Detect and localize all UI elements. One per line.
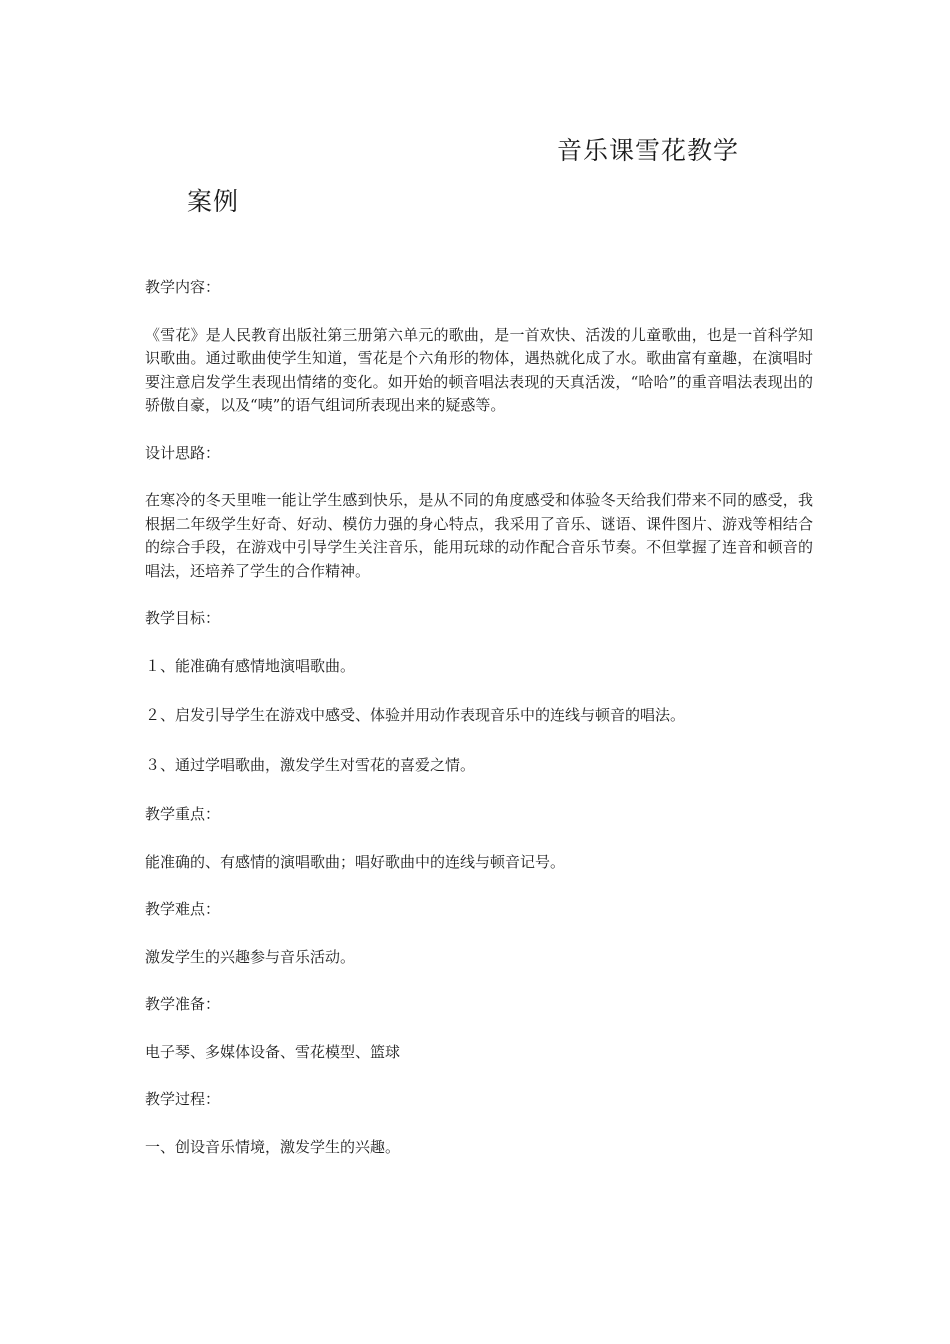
paragraph-content: 《雪花》是人民教育出版社第三册第六单元的歌曲，是一首欢快、活泼的儿童歌曲，也是一首科学知识歌曲。通过歌曲使学生知道，雪花是个六角形的物体，遇热就化成了水。歌曲富有童趣，在演唱时要注意启发学生表现出情绪的变化。如开始的顿音唱法表现的天真活泼，“哈哈”的重音唱法表现出的骄傲自豪，以及“咦”的语气组词所表现出来的疑惑等。 xyxy=(145,325,813,414)
document-title-continued: 案例 xyxy=(187,187,240,216)
section-heading-process: 教学过程： xyxy=(145,1090,221,1108)
goal-item-1: １、能准确有感情地演唱歌曲。 xyxy=(145,656,356,675)
document-body xyxy=(145,276,813,1183)
section-heading-goals: 教学目标： xyxy=(145,609,221,627)
goal-item-2: ２、启发引导学生在游戏中感受、体验并用动作表现音乐中的连线与顿音的唱法。 xyxy=(145,706,686,724)
document-title: 音乐课雪花教学 xyxy=(557,136,740,165)
section-heading-difficulty: 教学难点： xyxy=(145,900,221,918)
paragraph-difficulty: 激发学生的兴趣参与音乐活动。 xyxy=(145,947,356,966)
paragraph-key-points: 能准确的、有感情的演唱歌曲；唱好歌曲中的连线与顿音记号。 xyxy=(145,852,566,871)
paragraph-preparation: 电子琴、多媒体设备、雪花模型、篮球 xyxy=(145,1042,401,1061)
paragraph-design: 在寒冷的冬天里唯一能让学生感到快乐，是从不同的角度感受和体验冬天给我们带来不同的感受，我根据二年级学生好奇、好动、模仿力强的身心特点，我采用了音乐、谜语、课件图片、游戏等相结合的综合手段，在游戏中引导学生关注音乐，能用玩球的动作配合音乐节奏。不但掌握了连音和顿音的唱法，还培养了学生的合作精神。 xyxy=(145,491,813,580)
section-heading-content: 教学内容： xyxy=(145,278,221,296)
section-heading-preparation: 教学准备： xyxy=(145,995,221,1013)
process-step-1: 一、创设音乐情境，激发学生的兴趣。 xyxy=(145,1137,401,1156)
goal-item-3: ３、通过学唱歌曲，激发学生对雪花的喜爱之情。 xyxy=(145,755,476,774)
section-heading-key-points: 教学重点： xyxy=(145,805,221,823)
section-heading-design: 设计思路： xyxy=(145,443,221,462)
